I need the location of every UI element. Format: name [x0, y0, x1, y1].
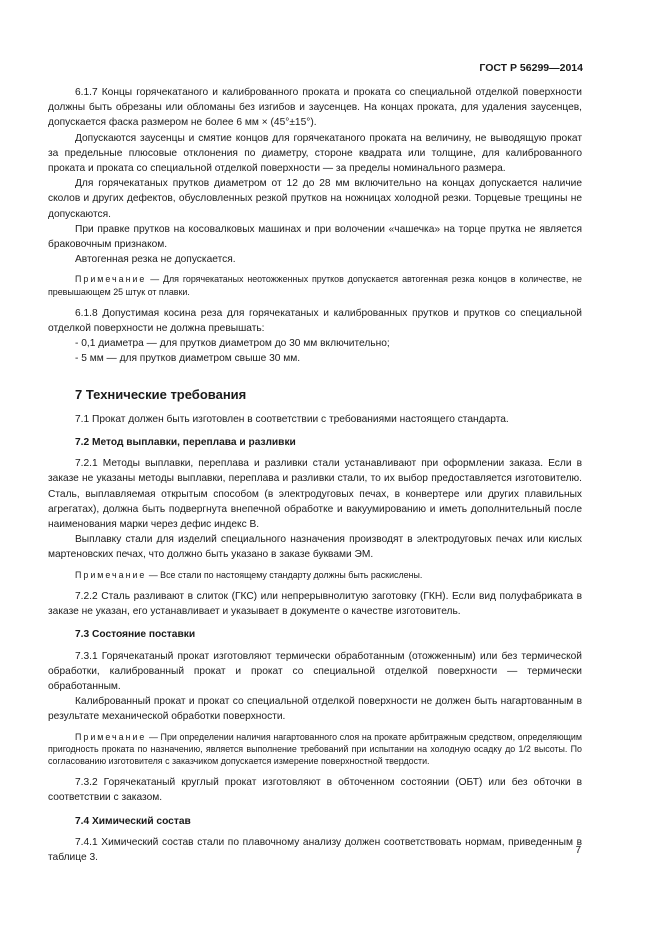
- paragraph-autogenous-cut: Автогенная резка не допускается.: [75, 254, 236, 266]
- paragraph-7-3-2: 7.3.2 Горячекатаный круглый прокат изготовляют в обточенном состоянии (ОБТ) или без обточки в соответствии с заказом.: [48, 777, 582, 804]
- subsection-title-7-3: 7.3 Состояние поставки: [75, 629, 196, 641]
- note-7-3: [48, 731, 582, 768]
- page-number: 7: [575, 845, 581, 856]
- paragraph-7-3-1: 7.3.1 Горячекатаный прокат изготовляют термически обработанным (отожженным) или без термической обработки, калиброванный прокат и прокат со специальной отделкой поверхности — термически обработанным.: [48, 650, 582, 692]
- paragraph-6-1-8: 6.1.8 Допустимая косина реза для горячекатаных и калиброванных прутков и прутков со специальной отделкой поверхности не должна превышать:: [48, 307, 582, 335]
- paragraph-calibrated: Калиброванный прокат и прокат со специальной отделкой поверхности не должен быть нагартованным в результате механической обработки поверхности.: [48, 696, 582, 723]
- paragraph-7-2-2: 7.2.2 Сталь разливают в слиток (ГКС) или непрерывнолитую заготовку (ГКН). Если вид полуфабриката в заказе не указан, его устанавливает и указывает в документе о качестве изготовитель.: [48, 590, 582, 618]
- list-item: - 0,1 диаметра — для прутков диаметром до 30 мм включительно;: [75, 338, 390, 350]
- note-label: Примечание: [75, 569, 147, 580]
- note-7-2: [48, 569, 582, 581]
- paragraph-burrs: Допускаются заусенцы и смятие концов для горячекатаного проката на величину, не выводящую прокат за предельные плюсовые отклонения по диаметру, стороне квадрата или толщине, для калиброванного проката и проката со специальной отделкой поверхности — за пределы номинального размера.: [48, 132, 582, 175]
- paragraph-6-1-7: 6.1.7 Концы горячекатаного и калиброванного проката и проката со специальной отделкой поверхности должны быть обрезаны или обломаны без изгибов и заусенцев. На концах проката, для удаления заусенцев, допускается фаска размером не более 6 мм × (45°±15°).: [48, 87, 582, 129]
- note-text: — Для горячекатаных неотожженных прутков допускается автогенная резка концов в количестве, не превышающем 25 штук от плавки.: [48, 274, 582, 297]
- section-title-7: 7 Технические требования: [75, 386, 247, 402]
- subsection-title-7-2: 7.2 Метод выплавки, переплава и разливки: [75, 437, 296, 449]
- paragraph-straightening: При правке прутков на косовалковых машинах и при волочении «чашечка» на торце прутка не является браковочным признаком.: [48, 223, 582, 251]
- paragraph-7-1: 7.1 Прокат должен быть изготовлен в соответствии с требованиями настоящего стандарта.: [75, 413, 509, 425]
- note-label: Примечание: [75, 731, 147, 742]
- note-6-1-7: [48, 273, 582, 297]
- paragraph-hot-rolled-bars: Для горячекатаных прутков диаметром от 12 до 28 мм включительно на концах допускается наличие сколов и других дефектов, обусловленных резкой прутков на ножницах холодной резки. Торцевые трещины не допускаются.: [48, 178, 582, 220]
- note-label: Примечание: [75, 274, 147, 285]
- list-item: - 5 мм — для прутков диаметром свыше 30 мм.: [75, 353, 301, 365]
- paragraph-7-4-1: 7.4.1 Химический состав стали по плавочному анализу должен соответствовать нормам, приведенным в таблице 3.: [48, 836, 582, 863]
- document-body: [48, 85, 582, 865]
- paragraph-special-purpose: Выплавку стали для изделий специального назначения производят в электродуговых печах или кислых мартеновских печах, что должно быть указано в заказе буквами ЭМ.: [48, 534, 582, 561]
- document-id-header: ГОСТ Р 56299—2014: [479, 62, 583, 74]
- note-text: — Все стали по настоящему стандарту должны быть раскислены.: [146, 569, 423, 580]
- subsection-title-7-4: 7.4 Химический состав: [75, 815, 191, 827]
- note-text: — При определении наличия нагартованного слоя на прокате арбитражным средством, определяющим пригодность проката по назначению, является выполнение требований при испытании на холодную осадку до 1/2 высоты. По согласованию изготовителя с заказчиком допускается измерение поверхностной твердости.: [48, 731, 582, 766]
- paragraph-7-2-1: 7.2.1 Методы выплавки, переплава и разливки стали устанавливают при оформлении заказа. Если в заказе не указаны методы выплавки, переплава и разливки стали, то их выбор предоставляется изготовителю. Сталь, выплавляемая открытым способом (в электродуговых печах, в конвертере или других плавильных агрегатах), должна быть подвергнута внепечной обработке и вакуумированию и иметь дополнительный после наименования марки через дефис индекс В.: [48, 458, 582, 531]
